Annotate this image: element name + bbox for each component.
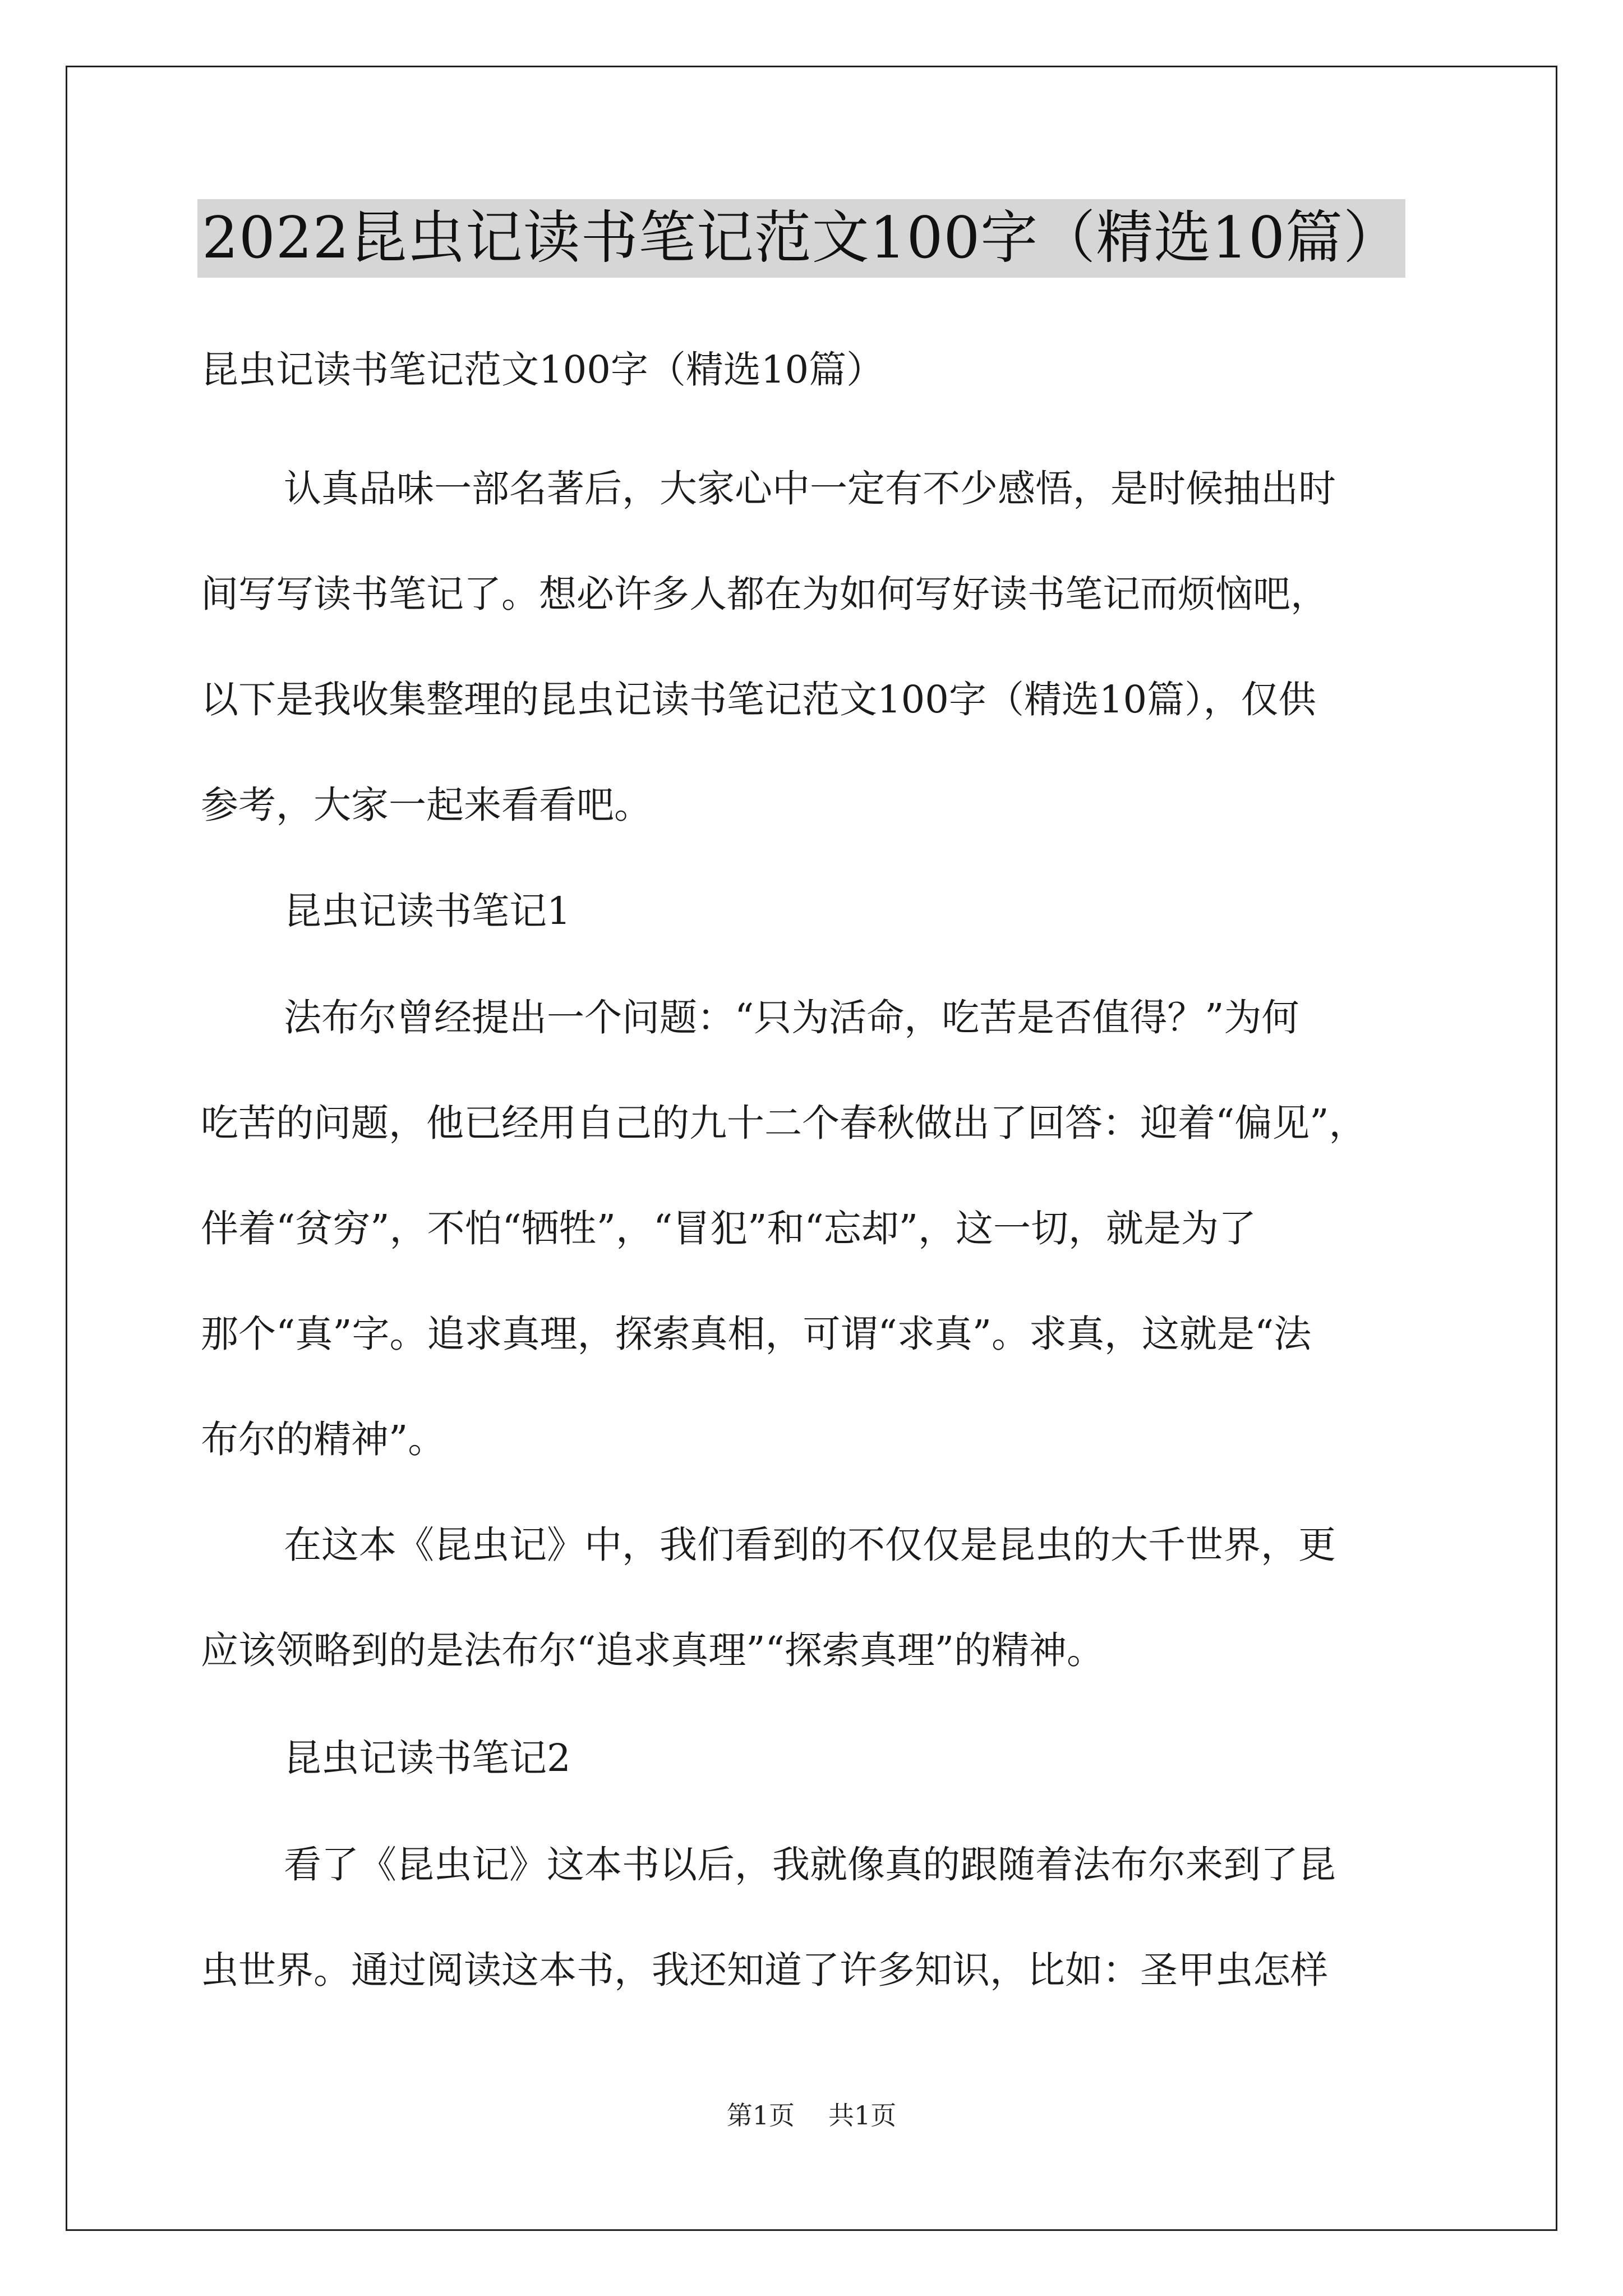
document-subtitle <box>201 317 1429 422</box>
intro-line: 间写写读书笔记了。想必许多人都在为如何写好读书笔记而烦恼吧， <box>201 572 1328 616</box>
paragraph-line: 看了《昆虫记》这本书以后，我就像真的跟随着法布尔来到了昆 <box>284 1843 1336 1887</box>
section-2-paragraph-1 <box>201 1812 1429 2023</box>
paragraph-line: 法布尔曾经提出一个问题：“只为活命，吃苦是否值得？”为何 <box>284 996 1299 1039</box>
section-1-paragraph-1 <box>201 965 1429 1492</box>
section-heading-2 <box>201 1705 1429 1811</box>
intro-line: 认真品味一部名著后，大家心中一定有不少感悟，是时候抽出时 <box>284 467 1336 510</box>
paragraph-line: 布尔的精神”。 <box>201 1418 446 1461</box>
page-footer <box>0 2095 1623 2132</box>
paragraph-line: 在这本《昆虫记》中，我们看到的不仅仅是昆虫的大千世界，更 <box>284 1523 1336 1567</box>
section-1-paragraph-2 <box>201 1492 1429 1703</box>
paragraph-line: 吃苦的问题，他已经用自己的九十二个春秋做出了回答：迎着“偏见”， <box>201 1101 1367 1145</box>
intro-paragraph <box>201 436 1429 858</box>
intro-line: 参考，大家一起来看看吧。 <box>201 783 652 827</box>
intro-line: 以下是我收集整理的昆虫记读书笔记范文100字（精选10篇），仅供 <box>201 678 1316 721</box>
section-heading-1 <box>201 858 1429 964</box>
section-heading-text: 昆虫记读书笔记1 <box>284 889 571 933</box>
document-title: 2022昆虫记读书笔记范文100字（精选10篇） <box>197 199 1405 278</box>
subtitle-text: 昆虫记读书笔记范文100字（精选10篇） <box>201 348 884 392</box>
page-total: 共1页 <box>828 2100 897 2131</box>
page-number: 第1页 <box>726 2100 795 2131</box>
section-heading-text: 昆虫记读书笔记2 <box>284 1736 571 1780</box>
paragraph-line: 那个“真”字。追求真理，探索真相，可谓“求真”。求真，这就是“法 <box>201 1312 1312 1356</box>
paragraph-line: 应该领略到的是法布尔“追求真理”“探索真理”的精神。 <box>201 1628 1105 1672</box>
paragraph-line: 伴着“贫穷”，不怕“牺牲”，“冒犯”和“忘却”，这一切，就是为了 <box>201 1207 1257 1250</box>
paragraph-line: 虫世界。通过阅读这本书，我还知道了许多知识，比如：圣甲虫怎样 <box>201 1948 1328 1992</box>
